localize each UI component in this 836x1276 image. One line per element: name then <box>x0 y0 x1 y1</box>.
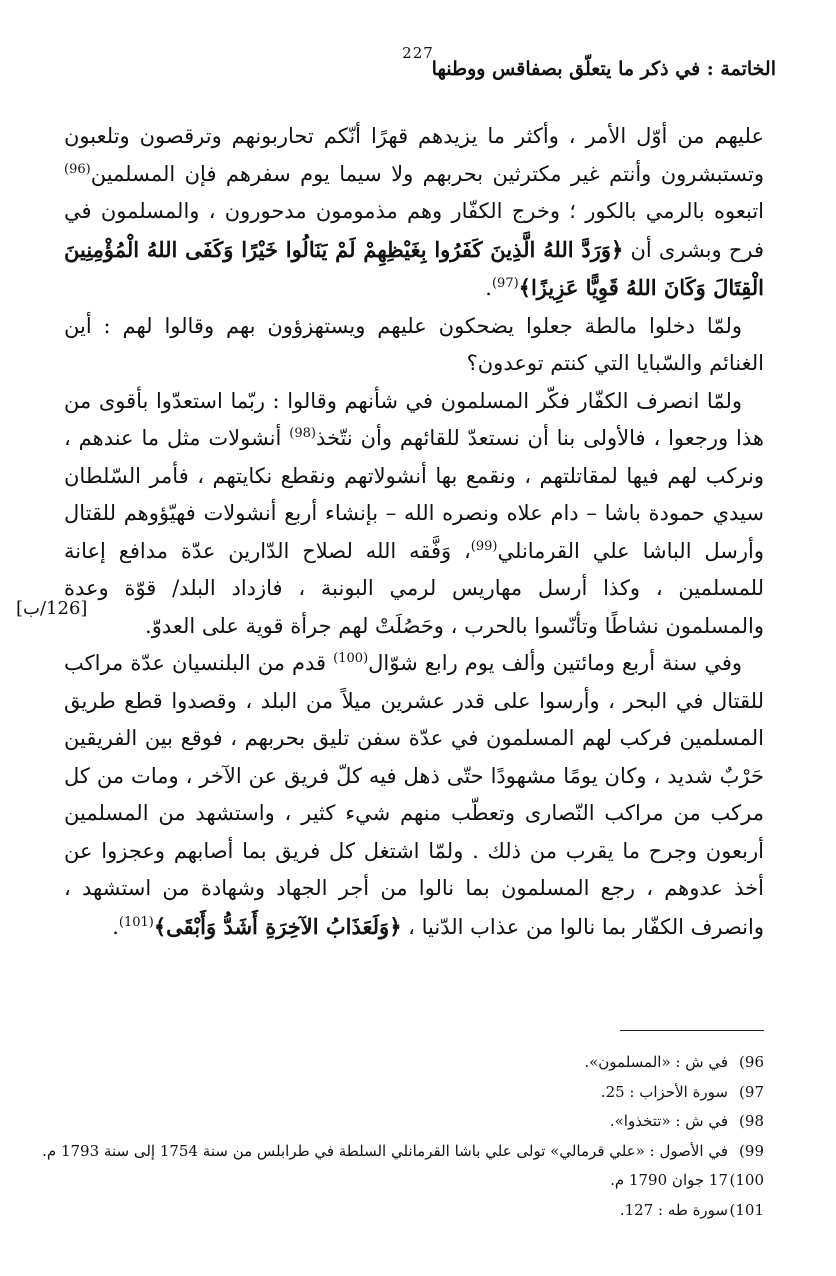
footnote-text: في ش : «تتخذوا». <box>609 1112 728 1130</box>
margin-folio-note: [126/ب] <box>16 598 88 619</box>
footnote-ref: (101) <box>118 914 154 930</box>
footnotes <box>44 1048 764 1225</box>
paragraph-text: قدم من البلنسيان عدّة مراكب للقتال في البحر ، وأرسوا على قدر عشرين ميلاً من البلد ، وقصدوا قطع طريق المسلمين فركب لهم المسلمون في عدّة سفن تليق بحربهم ، فوقع بين الفريقين حَرْبٌ شديد ، وكان يومًا مشهودًا حتّى ذهل فيه كلّ فريق عن الآخر ، ومات من كل مركب من مراكب النّصارى وتعطّب منهم شيء كثير ، واستشهد من المسلمين أربعون وجرح ما يقرب من ذلك . ولمّا اشتغل كل فريق بما أصابهم وعجزوا عن أخذ عدوهم ، رجع المسلمون بما نالوا من أجر الجهاد وشهادة من استشهد ، وانصرف الكفّار بما نالوا من عذاب الدّنيا ، <box>64 651 764 939</box>
paragraph-text: ولمّا دخلوا مالطة جعلوا يضحكون عليهم ويستهزؤون بهم وقالوا لهم : أين الغنائم والسّبايا التي كنتم توعدون؟ <box>64 313 764 375</box>
footnote-number: 99) <box>739 1141 764 1160</box>
paragraph-2 <box>64 308 764 383</box>
paragraph-text: وفي سنة أربع ومائتين وألف يوم رابع شوّال <box>368 651 742 675</box>
footnote-item <box>44 1166 764 1196</box>
footnote-ref: (96) <box>64 161 91 177</box>
footnote-divider <box>620 1030 764 1031</box>
paragraph-text: عليهم من أوّل الأمر ، وأكثر ما يزيدهم قهرًا أنّكم تحاربونهم وترقصون وتلعبون وتستبشرون وأنتم غير مكترثين بحربهم ولا سيما يوم سفرهم فإن المسلمين <box>64 124 764 186</box>
paragraph-1 <box>64 118 764 308</box>
footnote-number: 98) <box>739 1112 764 1130</box>
quran-verse: ﴿وَلَعَذَابُ الآخِرَةِ أَشَدُّ وَأَبْقَى﴾ <box>153 913 402 939</box>
paragraph-end: ، وَفَّقه الله لصلاح الدّارين عدّة مدافع إعانة للمسلمين ، وكذا أرسل مهاريس لرمي البونبة ، فازداد البلد/ قوّة وعدة والمسلمون نشاطًا وتأنّسوا بالحرب ، وحَصُلَتْ لهم جرأة قوية على العدوّ. <box>64 538 764 638</box>
footnote-text: في ش : «المسلمون». <box>584 1053 728 1071</box>
paragraph-text: ولمّا انصرف الكفّار فكّر المسلمون في شأنهم وقالوا : ربّما استعدّوا بأقوى من هذا ورجعوا ، فالأولى بنا أن نستعدّ للقائهم وأن نتّخذ <box>64 388 764 450</box>
footnote-number: 100) <box>729 1171 764 1189</box>
footnote-item <box>44 1137 764 1167</box>
paragraph-4 <box>64 645 764 946</box>
footnote-number: 96) <box>739 1053 764 1071</box>
paragraph-end: . <box>485 276 492 300</box>
footnote-ref: (100) <box>333 651 369 666</box>
page-number: 227 <box>402 44 434 62</box>
footnote-item <box>44 1078 764 1108</box>
footnote-text: في الأصول : «علي قرمالي» تولى علي باشا القرمانلي السلطة في طرابلس من سنة 1754 إلى سنة 1793 م. <box>42 1141 728 1160</box>
footnote-ref: (98) <box>289 426 316 441</box>
footnote-number: 97) <box>739 1082 764 1101</box>
footnote-ref: (97) <box>491 276 519 291</box>
footnote-number: 101) <box>729 1200 764 1219</box>
body-text <box>64 118 764 946</box>
paragraph-end: . <box>112 914 119 939</box>
quran-verse: ﴿وَرَدَّ اللهُ الَّذِينَ كَفَرُوا بِغَيْظِهِمْ لَمْ يَنَالُوا خَيْرًا وَكَفَى اللهُ الْمُؤْمِنِينَ الْقِتَالَ وَكَانَ اللهُ قَوِيًّا عَزِيزًا﴾ <box>64 236 764 300</box>
footnote-item <box>44 1107 764 1137</box>
footnote-item <box>44 1048 764 1078</box>
paragraph-text: أنشولات مثل ما عندهم ، ونركب لهم فيها لمقاتلتهم ، ونقمع بها أنشولاتهم ونقطع نكايتهم ، فأمر السّلطان سيدي حمودة باشا – دام علاه ونصره الله – بإنشاء أربع أنشولات فهيّؤوهم للقتال وأرسل الباشا علي القرمانلي <box>64 426 765 563</box>
footnote-item <box>44 1196 764 1226</box>
running-header: الخاتمة : في ذكر ما يتعلّق بصفاقس ووطنها <box>431 58 776 80</box>
footnote-text: سورة طه : 127. <box>619 1200 728 1219</box>
footnote-text: 17 جوان 1790 م. <box>610 1171 728 1189</box>
footnote-text: سورة الأحزاب : 25. <box>600 1082 728 1101</box>
paragraph-3 <box>64 383 764 646</box>
footnote-ref: (99) <box>470 538 498 554</box>
paragraph-text: اتبعوه بالرمي بالكور ؛ وخرج الكفّار وهم مذمومون مدحورون ، والمسلمون في فرح وبشرى أن <box>64 199 764 262</box>
